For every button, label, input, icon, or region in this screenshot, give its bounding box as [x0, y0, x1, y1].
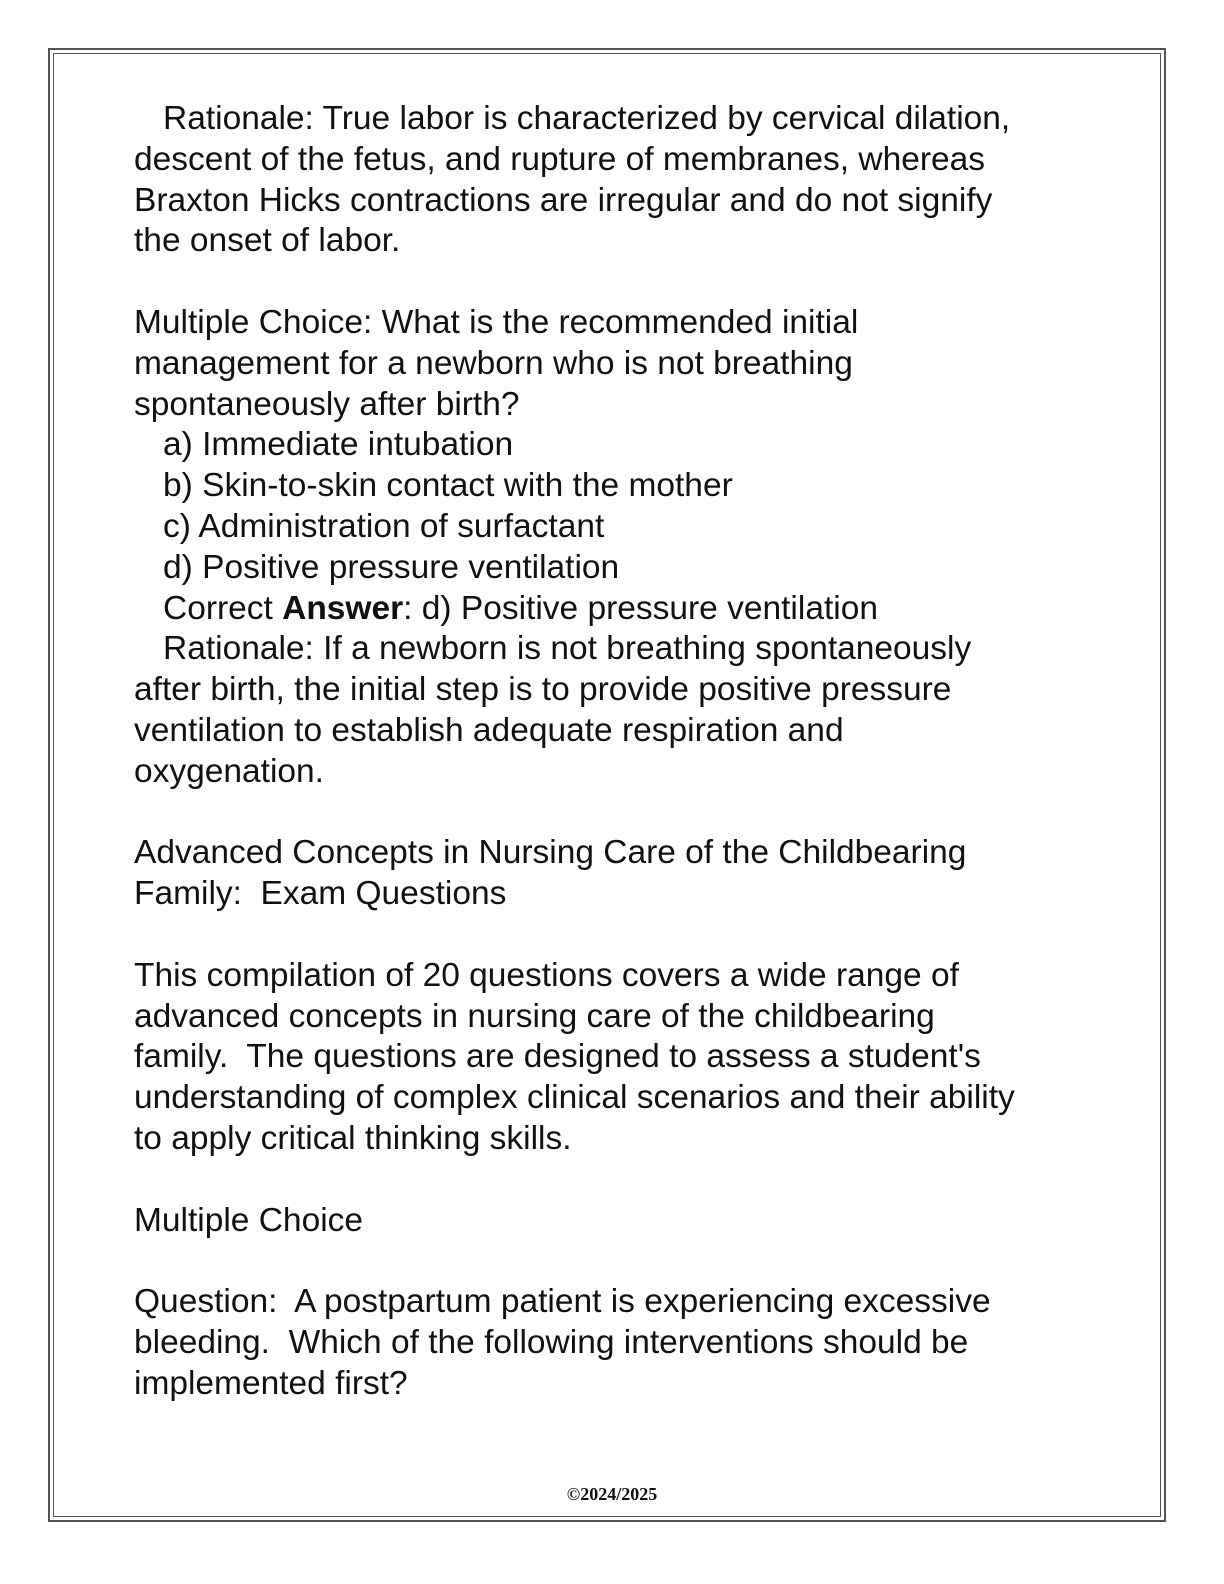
text-line: oxygenation. — [134, 752, 324, 790]
text-line: Braxton Hicks contractions are irregular and do not signify — [134, 181, 993, 219]
text-line: family. The questions are designed to assess a student's — [134, 1038, 981, 1076]
spacer — [134, 262, 1094, 303]
correct-answer — [134, 589, 1094, 630]
spacer — [134, 1241, 1094, 1282]
text-line: descent of the fetus, and rupture of membranes, whereas — [134, 140, 986, 178]
subheading: Multiple Choice — [134, 1201, 364, 1239]
text-line: This compilation of 20 questions covers a wide range of — [134, 956, 959, 994]
text-line: Rationale: True labor is characterized by cervical dilation, — [163, 100, 1011, 137]
text-line: advanced concepts in nursing care of the childbearing — [134, 997, 935, 1035]
question-line: implemented first? — [134, 1364, 408, 1402]
question-line: management for a newborn who is not breathing — [134, 344, 853, 382]
document-body — [134, 99, 1094, 1405]
text-line: to apply critical thinking skills. — [134, 1119, 572, 1157]
rationale-block — [134, 99, 1094, 262]
question-block — [134, 303, 1094, 629]
text-line: understanding of complex clinical scenarios and their ability — [134, 1079, 1015, 1117]
section-title — [134, 833, 1094, 915]
question-line: spontaneously after birth? — [134, 385, 520, 423]
text-line: Rationale: If a newborn is not breathing spontaneously — [163, 630, 972, 668]
option-b: b) Skin-to-skin contact with the mother — [163, 467, 733, 505]
spacer — [134, 1160, 1094, 1201]
intro-paragraph — [134, 956, 1094, 1160]
option-d: d) Positive pressure ventilation — [163, 548, 620, 586]
spacer — [134, 915, 1094, 956]
text-line: the onset of labor. — [134, 222, 401, 260]
rationale-block-2 — [134, 629, 1094, 792]
text-line: after birth, the initial step is to provide positive pressure — [134, 671, 952, 709]
question-line: Question: A postpartum patient is experiencing excessive — [134, 1283, 991, 1321]
answer-bold-label: Answer — [282, 589, 404, 627]
text-line: ventilation to establish adequate respiration and — [134, 711, 844, 749]
copyright-footer: ©2024/2025 — [566, 1484, 658, 1504]
question-2-block — [134, 1282, 1094, 1404]
title-line: Family: Exam Questions — [134, 875, 507, 913]
option-a: a) Immediate intubation — [163, 426, 514, 464]
option-c: c) Administration of surfactant — [163, 507, 605, 545]
question-line: bleeding. Which of the following interventions should be — [134, 1323, 969, 1361]
answer-text: : d) Positive pressure ventilation — [403, 589, 878, 627]
title-line: Advanced Concepts in Nursing Care of the Childbearing — [134, 834, 967, 872]
question-line: Multiple Choice: What is the recommended initial — [134, 303, 859, 341]
answer-prefix: Correct — [163, 589, 283, 627]
spacer — [134, 793, 1094, 834]
